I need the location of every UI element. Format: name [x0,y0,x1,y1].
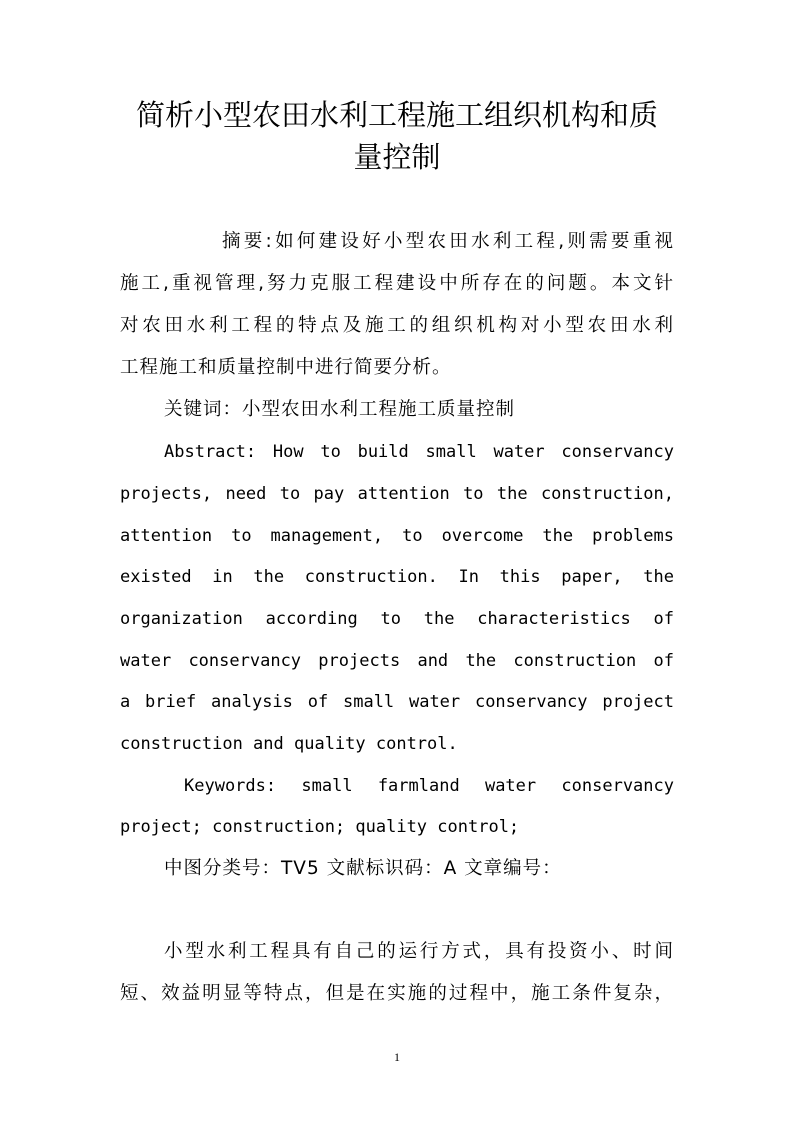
keywords-cn: 关键词：小型农田水利工程施工质量控制 [164,399,516,420]
abstract-cn-line-1: 摘要:如何建设好小型农田水利工程,则需要重视 [222,231,674,252]
keywords-en-line-1: Keywords: small farmland water conservancy [184,776,674,796]
abstract-en-line-7: a brief analysis of small water conservancy project [120,692,674,712]
abstract-en-line-6: water conservancy projects and the construction of [120,651,674,671]
classification-line: 中图分类号：TV5 文献标识码：A 文章编号： [164,858,562,879]
abstract-en-line-5: organization according to the characteristics of [120,609,674,629]
document-title-line-2: 量控制 [353,140,441,174]
abstract-en-line-3: attention to management, to overcome the problems [120,526,674,546]
document-title-line-1: 简析小型农田水利工程施工组织机构和质 [135,98,658,132]
abstract-cn-line-2: 施工,重视管理,努力克服工程建设中所存在的问题。本文针 [120,273,674,294]
abstract-cn-line-4: 工程施工和质量控制中进行简要分析。 [120,357,452,378]
body-line-2: 短、效益明显等特点，但是在实施的过程中，施工条件复杂， [120,983,674,1004]
body-line-1: 小型水利工程具有自己的运行方式，具有投资小、时间 [164,941,674,962]
abstract-en-line-8: construction and quality control. [120,734,458,754]
abstract-en-line-2: projects, need to pay attention to the construction, [120,484,674,504]
abstract-cn-line-3: 对农田水利工程的特点及施工的组织机构对小型农田水利 [120,315,674,336]
page-number: 1 [394,1050,400,1064]
abstract-en-line-1: Abstract: How to build small water conservancy [164,442,674,462]
keywords-en-line-2: project; construction; quality control; [120,817,520,837]
abstract-en-line-4: existed in the construction. In this paper, the [120,567,674,587]
